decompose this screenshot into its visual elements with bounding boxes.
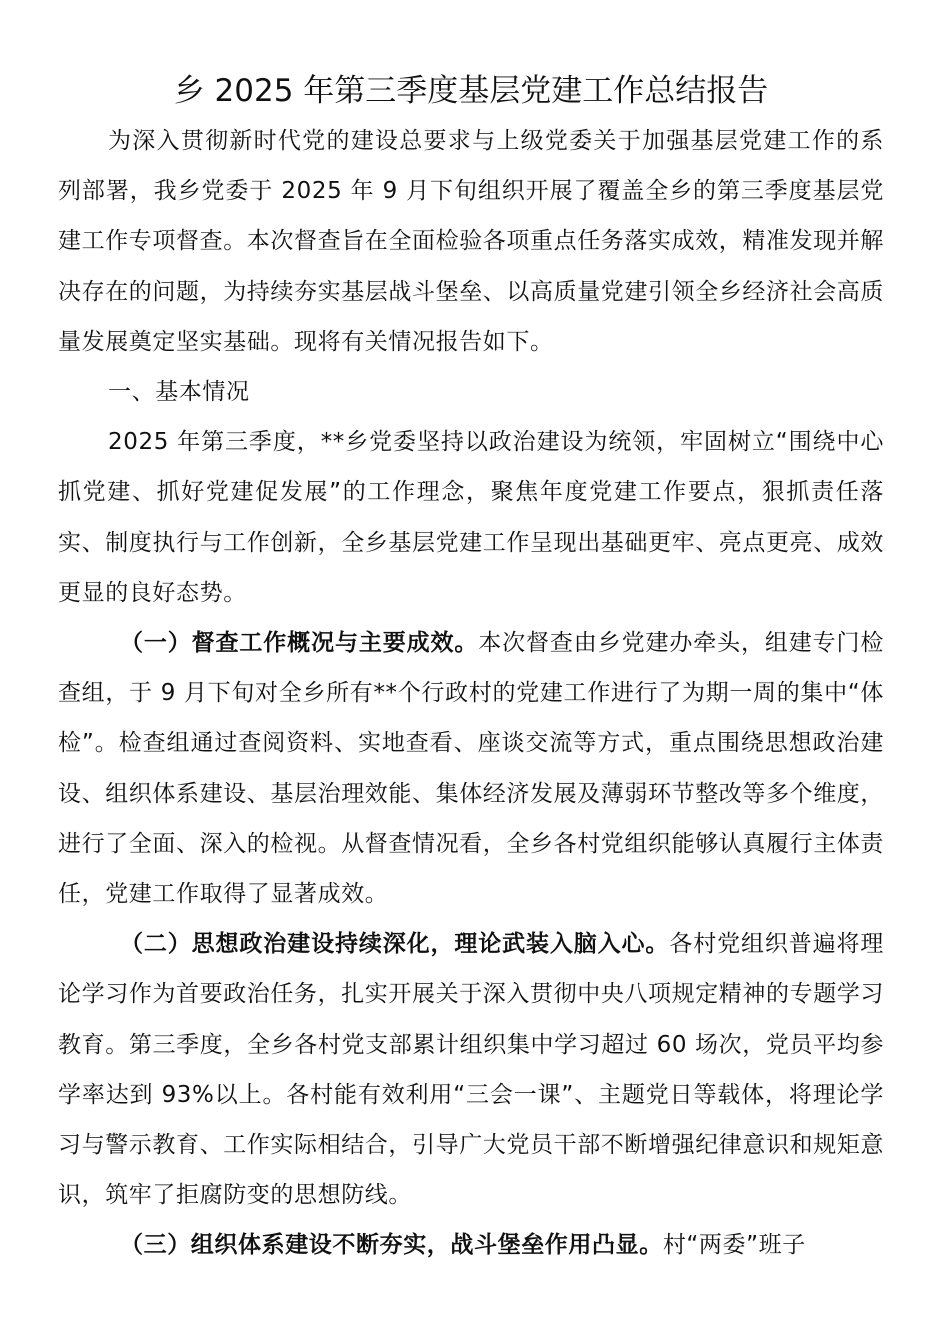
document-title: 乡 2025 年第三季度基层党建工作总结报告 (173, 73, 769, 109)
subsection-ideological-building (58, 919, 884, 1220)
subsection-lead: （三）组织体系建设不断夯实，战斗堡垒作用凸显。 (120, 1232, 663, 1259)
intro-paragraph: 为深入贯彻新时代党的建设总要求与上级党委关于加强基层党建工作的系列部署，我乡党委于 2025 年 9 月下旬组织开展了覆盖全乡的第三季度基层党建工作专项督查。本次督查旨在全面检验各项重点任务落实成效，精准发现并解决存在的问题，为持续夯实基层战斗堡垒、以高质量党建引领全乡经济社会高质量发展奠定坚实基础。现将有关情况报告如下。 (58, 128, 884, 355)
subsection-lead: （一）督查工作概况与主要成效。 (120, 630, 479, 657)
subsection-body: 本次督查由乡党建办牵头，组建专门检查组，于 9 月下旬对全乡所有**个行政村的党建工作进行了为期一周的集中“体检”。检查组通过查阅资料、实地查看、座谈交流等方式，重点围绕思想政治建设、组织体系建设、基层治理效能、集体经济发展及薄弱环节整改等多个维度，进行了全面、深入的检视。从督查情况看，全乡各村党组织能够认真履行主体责任，党建工作取得了显著成效。 (58, 630, 885, 908)
subsection-inspection-overview (58, 618, 884, 919)
section-body-basic-situation: 2025 年第三季度，**乡党委坚持以政治建设为统领，牢固树立“围绕中心抓党建、抓好党建促发展”的工作理念，聚焦年度党建工作要点，狠抓责任落实、制度执行与工作创新，全乡基层党建工作呈现出基础更牢、亮点更亮、成效更显的良好态势。 (58, 429, 884, 606)
subsection-body: 村“两委”班子 (662, 1232, 806, 1259)
document-page (58, 66, 884, 1271)
subsection-organization-building (58, 1220, 884, 1270)
section-heading-basic-situation: 一、基本情况 (108, 379, 250, 406)
subsection-body: 各村党组织普遍将理论学习作为首要政治任务，扎实开展关于深入贯彻中央八项规定精神的专题学习教育。第三季度，全乡各村党支部累计组织集中学习超过 60 场次，党员平均参学率达到 93%以上。各村能有效利用“三会一课”、主题党日等载体，将理论学习与警示教育、工作实际相结合，引导广大党员干部不断增强纪律意识和规矩意识，筑牢了拒腐防变的思想防线。 (58, 931, 884, 1209)
subsection-lead: （二）思想政治建设持续深化，理论武装入脑入心。 (120, 931, 670, 958)
